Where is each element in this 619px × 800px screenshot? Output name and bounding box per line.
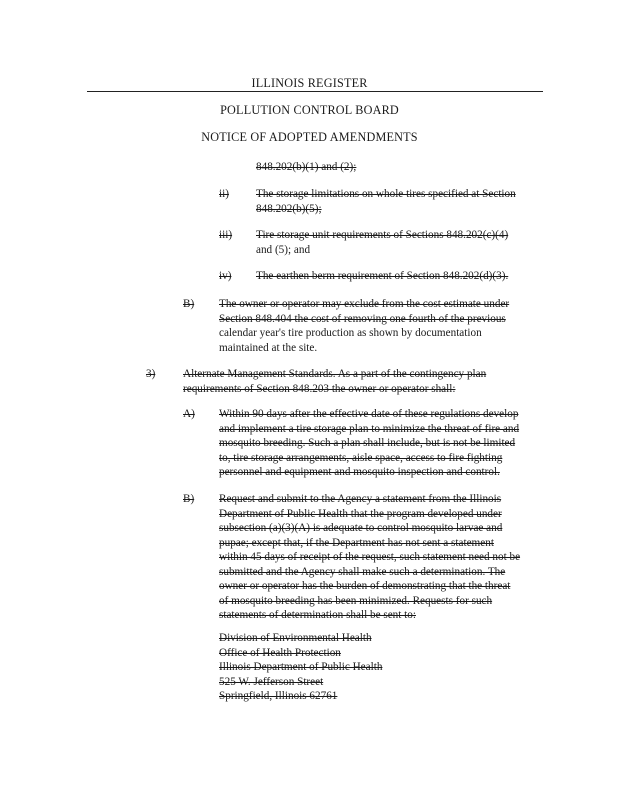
item-label: A) xyxy=(183,408,195,420)
board-title: POLLUTION CONTROL BOARD xyxy=(220,103,399,117)
item-label: 3) xyxy=(146,368,156,380)
header-rule xyxy=(87,91,543,92)
item-text: The earthen berm requirement of Section 848.202(d)(3). xyxy=(256,270,509,282)
item-text: Tire storage unit requirements of Sections 848.202(c)(4) and (5); and xyxy=(256,229,509,256)
continuation-text: 848.202(b)(1) and (2); xyxy=(256,161,357,173)
notice-title: NOTICE OF ADOPTED AMENDMENTS xyxy=(201,130,418,144)
item-label: iii) xyxy=(219,229,233,241)
item-text: The owner or operator may exclude from the cost estimate under Section 848.404 the cost of removing one fourth of the previous calendar year's tire production as shown by documentation maintained at the site. xyxy=(219,298,510,354)
item-text: The storage limitations on whole tires specified at Section 848.202(b)(5); xyxy=(256,188,516,215)
item-label: B) xyxy=(183,493,195,505)
register-title: ILLINOIS REGISTER xyxy=(251,76,368,90)
item-label: B) xyxy=(183,298,195,310)
item-text: Within 90 days after the effective date of these regulations develop and implement a tire storage plan to minimize the threat of fire and mosquito breeding. Such a plan shall include, but is not be limited to, tire storage arrangements, aisle space, access to fire fighting personnel and equipment and mosquito inspection and control. xyxy=(219,408,520,478)
mailing-address: Division of Environmental Health Office of Health Protection Illinois Department of Public Health 525 W. Jefferson Street Springfield, Illinois 62761 xyxy=(219,632,383,702)
item-text: Request and submit to the Agency a statement from the Illinois Department of Public Health that the program developed under subsection (a)(3)(A) is adequate to control mosquito larvae and pupae; except that, if the Department has not sent a statement within 45 days of receipt of the request, such statement need not be submitted and the Agency shall make such a determination. The owner or operator has the burden of demonstrating that the threat of mosquito breeding has been minimized. Requests for such statements of determination shall be sent to: xyxy=(219,493,521,621)
item-label: iv) xyxy=(219,270,232,282)
item-label: ii) xyxy=(219,188,229,200)
item-text: Alternate Management Standards. As a part of the contingency plan requirements of Section 848.203 the owner or operator shall: xyxy=(183,368,487,395)
